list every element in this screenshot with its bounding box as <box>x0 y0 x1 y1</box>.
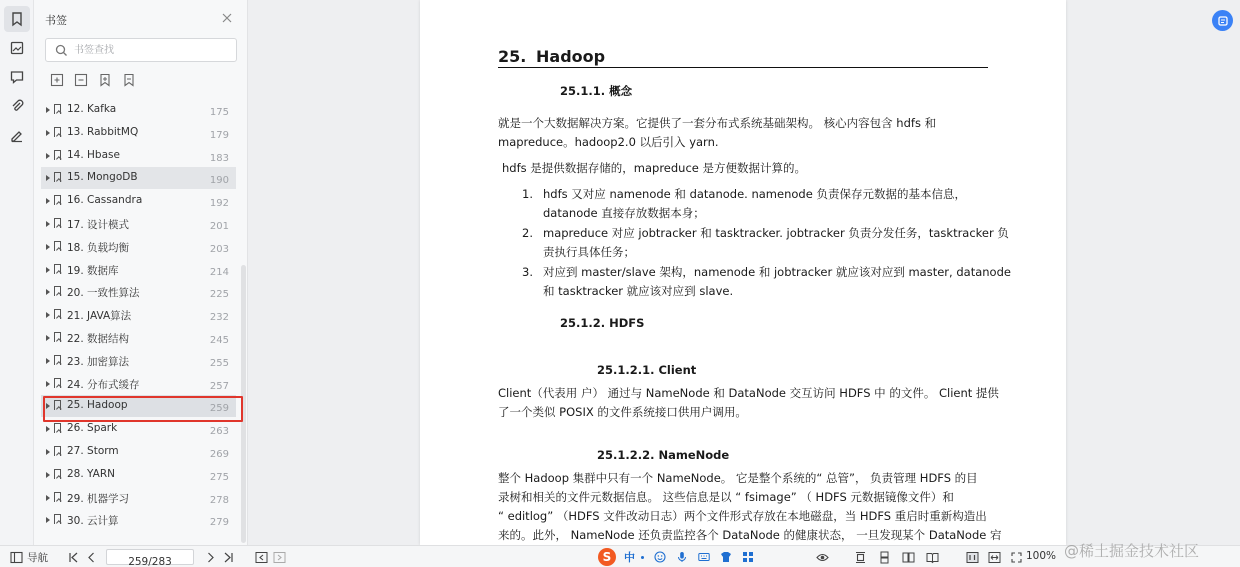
bookmark-item[interactable] <box>41 304 236 326</box>
list-item-line: datanode 直接存放数据本身； <box>543 206 705 220</box>
paragraph-line: 了一个类似 POSIX 的文件系统接口供用户调用。 <box>498 405 747 419</box>
bookmark-item[interactable] <box>41 190 236 212</box>
bookmark-label: 13. RabbitMQ <box>67 125 139 138</box>
list-number: 3. <box>522 265 533 279</box>
ime-logo-icon[interactable]: S <box>598 548 616 566</box>
bookmark-label: 19. 数据库 <box>67 264 119 277</box>
bookmark-icon <box>54 514 61 524</box>
bookmark-item[interactable] <box>41 281 236 303</box>
bookmark-icon <box>54 218 61 228</box>
bookmark-item[interactable] <box>41 99 236 121</box>
expand-arrow-icon[interactable] <box>46 130 50 136</box>
bookmark-panel <box>34 0 248 545</box>
list-item-line: 责执行具体任务； <box>543 245 635 259</box>
bookmark-label: 17. 设计模式 <box>67 219 130 231</box>
bookmark-item[interactable] <box>41 509 236 531</box>
watermark: @稀土掘金技术社区 <box>1064 542 1200 560</box>
bookmark-icon <box>54 446 61 456</box>
add-bookmark-icon[interactable] <box>98 73 112 87</box>
bookmark-icon <box>54 286 61 296</box>
bookmark-item[interactable] <box>41 259 236 281</box>
bookmark-label: 21. JAVA算法 <box>67 310 132 323</box>
expand-arrow-icon[interactable] <box>46 198 50 204</box>
list-item-line: hdfs 又对应 namenode 和 datanode. namenode 负责保存元数据的基本信息， <box>543 187 966 201</box>
expand-arrow-icon[interactable] <box>46 472 50 478</box>
attachment-icon[interactable] <box>4 93 30 119</box>
panel-scrollbar[interactable] <box>241 265 246 543</box>
expand-arrow-icon[interactable] <box>46 495 50 501</box>
bookmark-icon <box>54 469 61 479</box>
status-bar <box>0 545 1240 567</box>
app-assistant-icon[interactable] <box>1212 10 1233 31</box>
bookmark-page: 190 <box>209 175 229 187</box>
expand-arrow-icon[interactable] <box>46 426 50 432</box>
bookmark-item[interactable] <box>41 350 236 372</box>
microphone-icon[interactable] <box>676 551 688 563</box>
bookmark-item[interactable] <box>41 167 236 189</box>
continuous-icon[interactable] <box>878 550 891 564</box>
bookmark-label: 12. Kafka <box>67 103 117 115</box>
bookmark-icon <box>54 309 61 319</box>
bookmark-page: 214 <box>209 266 229 278</box>
bookmark-icon <box>54 195 61 205</box>
bookmark-icon <box>54 264 61 274</box>
list-item-line: 和 tasktracker 就应该对应到 slave. <box>543 284 734 298</box>
bookmark-icon <box>54 400 61 410</box>
bookmark-label: 28. YARN <box>67 467 115 480</box>
bookmark-icon <box>54 172 61 182</box>
close-icon[interactable] <box>221 12 233 24</box>
keyboard-icon[interactable] <box>698 551 710 563</box>
last-page-icon[interactable] <box>222 550 235 564</box>
bookmark-item[interactable] <box>41 327 236 349</box>
bookmark-item[interactable] <box>41 418 236 440</box>
zoom-level[interactable]: 100% <box>1026 550 1057 562</box>
eye-care-icon[interactable] <box>816 550 829 564</box>
bookmark-item[interactable] <box>41 373 236 395</box>
bookmark-label: 20. 一致性算法 <box>67 287 140 300</box>
expand-all-icon[interactable] <box>50 73 64 87</box>
expand-arrow-icon[interactable] <box>46 358 50 364</box>
section-heading-client: 25.1.2.1. Client <box>597 363 697 377</box>
bookmark-page: 255 <box>209 357 229 369</box>
next-page-icon[interactable] <box>204 550 217 564</box>
bookmark-icon <box>54 241 61 251</box>
ime-language[interactable]: 中 <box>624 551 635 564</box>
bookmark-item[interactable] <box>41 122 236 144</box>
bookmark-page: 232 <box>209 312 229 324</box>
bookmark-label: 27. Storm <box>67 445 119 457</box>
bookmark-page: 245 <box>209 335 229 346</box>
panel-title: 书签 <box>45 14 67 27</box>
thumbnail-icon[interactable] <box>4 35 30 61</box>
bookmark-page: 175 <box>209 107 229 118</box>
expand-arrow-icon[interactable] <box>46 175 50 181</box>
section-heading-hdfs: 25.1.2. HDFS <box>560 316 645 330</box>
toolbox-icon[interactable] <box>742 551 754 563</box>
expand-arrow-icon[interactable] <box>46 381 50 387</box>
collapse-all-icon[interactable] <box>74 73 88 87</box>
bookmark-panel-icon[interactable] <box>4 6 30 32</box>
expand-arrow-icon[interactable] <box>46 244 50 250</box>
paragraph-line: “ editlog” （HDFS 文件改动日志）两个文件形式存放在本地磁盘，当 HDFS 重启时重新构造出 <box>498 509 987 523</box>
expand-arrow-icon[interactable] <box>46 517 50 523</box>
bookmark-label: 18. 负载均衡 <box>67 241 130 254</box>
bookmark-page: 225 <box>209 289 229 301</box>
bookmark-icon <box>54 127 61 137</box>
paragraph-line: mapreduce。hadoop2.0 以后引入 yarn. <box>498 135 719 149</box>
bookmark-page: 179 <box>209 129 229 141</box>
bookmark-label: 22. 数据结构 <box>67 333 130 345</box>
bookmark-label: 30. 云计算 <box>67 515 119 528</box>
fit-width-icon[interactable] <box>988 550 1001 564</box>
bookmark-label: 16. Cassandra <box>67 194 143 207</box>
bookmark-label: 25. Hadoop <box>67 399 128 412</box>
bookmark-page: 203 <box>209 243 229 255</box>
bookmark-page: 257 <box>209 380 229 392</box>
expand-arrow-icon[interactable] <box>46 153 50 159</box>
single-page-icon[interactable] <box>854 550 867 564</box>
bookmark-page: 279 <box>209 517 229 529</box>
bookmark-icon <box>54 423 61 433</box>
search-input[interactable] <box>74 42 230 58</box>
bookmark-item[interactable] <box>41 441 236 463</box>
paragraph-line: 整个 Hadoop 集群中只有一个 NameNode。 它是整个系统的“ 总管”， 负责管理 HDFS 的目 <box>498 471 978 485</box>
search-icon <box>55 44 68 57</box>
chapter-heading <box>498 46 988 68</box>
paragraph-line: 来的。此外， NameNode 还负责监控各个 DataNode 的健康状态， 一旦发现某个 DataNode 宕 <box>498 528 1002 542</box>
expand-arrow-icon[interactable] <box>46 221 50 227</box>
expand-arrow-icon[interactable] <box>46 449 50 455</box>
bookmark-item[interactable] <box>41 395 236 417</box>
list-number: 1. <box>522 187 533 201</box>
bookmark-page: 269 <box>209 449 229 460</box>
ime-punct-icon[interactable] <box>641 556 644 559</box>
bookmark-label: 26. Spark <box>67 422 118 435</box>
bookmark-label: 23. 加密算法 <box>67 355 130 368</box>
bookmark-icon <box>54 104 61 114</box>
expand-arrow-icon[interactable] <box>46 312 50 318</box>
comment-icon[interactable] <box>4 64 30 90</box>
paragraph-line: Client（代表用 户） 通过与 NameNode 和 DataNode 交互访问 HDFS 中 的文件。 Client 提供 <box>498 386 999 400</box>
first-page-icon[interactable] <box>67 550 80 564</box>
two-page-icon[interactable] <box>902 550 915 564</box>
chapter-number: 25. <box>498 47 527 66</box>
paragraph-line: 就是一个大数据解决方案。它提供了一套分布式系统基础架构。 核心内容包含 hdfs 和 <box>498 116 937 130</box>
expand-arrow-icon[interactable] <box>46 107 50 113</box>
bookmark-search <box>45 38 237 62</box>
book-mode-icon[interactable] <box>926 550 939 564</box>
bookmark-page: 201 <box>209 221 229 232</box>
bookmark-icon <box>54 378 61 388</box>
bookmark-item[interactable] <box>41 236 236 258</box>
bookmark-icon <box>54 492 61 502</box>
bookmark-label: 29. 机器学习 <box>67 492 130 505</box>
expand-arrow-icon[interactable] <box>46 267 50 273</box>
expand-arrow-icon[interactable] <box>46 335 50 341</box>
page-number-box <box>106 549 194 565</box>
prev-page-icon[interactable] <box>85 550 98 564</box>
list-item-line: mapreduce 对应 jobtracker 和 tasktracker. jobtracker 负责分发任务，tasktracker 负 <box>543 226 1009 240</box>
left-icon-rail <box>0 0 34 545</box>
chapter-title: Hadoop <box>536 47 606 66</box>
bookmark-item[interactable] <box>41 213 236 235</box>
list-item-line: 对应到 master/slave 架构，namenode 和 jobtracker 就应该对应到 master, datanode <box>543 265 1011 279</box>
expand-arrow-icon[interactable] <box>46 403 50 409</box>
document-canvas <box>248 0 1240 545</box>
bookmark-label: 15. MongoDB <box>67 171 138 184</box>
list-number: 2. <box>522 226 533 240</box>
bookmark-item[interactable] <box>41 487 236 509</box>
section-heading-concept: 25.1.1. 概念 <box>560 84 633 98</box>
actual-size-icon[interactable] <box>966 550 979 564</box>
nav-label: 导航 <box>27 551 48 564</box>
bookmark-page: 275 <box>209 471 229 483</box>
bookmark-icon <box>54 355 61 365</box>
paragraph-line: hdfs 是提供数据存储的，mapreduce 是方便数据计算的。 <box>502 161 807 175</box>
skin-icon[interactable] <box>720 551 732 563</box>
sidebar-icon <box>10 551 23 564</box>
back-icon[interactable] <box>255 550 268 564</box>
bookmark-item[interactable] <box>41 464 236 486</box>
nav-toggle[interactable] <box>10 550 48 564</box>
bookmark-page: 192 <box>209 198 229 210</box>
input-method-toolbar[interactable] <box>598 547 836 567</box>
bookmark-page: 263 <box>209 426 229 438</box>
bookmark-label: 14. Hbase <box>67 148 120 161</box>
bookmark-icon <box>54 150 61 160</box>
forward-icon[interactable] <box>273 550 286 564</box>
fit-page-icon[interactable] <box>1010 550 1023 564</box>
signature-icon[interactable] <box>4 122 30 148</box>
bookmark-label: 24. 分布式缓存 <box>67 378 140 391</box>
delete-bookmark-icon[interactable] <box>122 73 136 87</box>
paragraph-line: 录树和相关的文件元数据信息。 这些信息是以 “ fsimage” （ HDFS 元数据镜像文件）和 <box>498 490 954 504</box>
section-heading-namenode: 25.1.2.2. NameNode <box>597 448 730 462</box>
document-page <box>420 0 1066 545</box>
bookmark-item[interactable] <box>41 145 236 167</box>
expand-arrow-icon[interactable] <box>46 289 50 295</box>
bookmark-page: 183 <box>209 152 229 164</box>
emoji-icon[interactable] <box>654 551 666 563</box>
page-number-input[interactable] <box>107 555 193 567</box>
bookmark-icon <box>54 332 61 342</box>
bookmark-page: 259 <box>209 403 229 415</box>
bookmark-page: 278 <box>209 494 229 506</box>
